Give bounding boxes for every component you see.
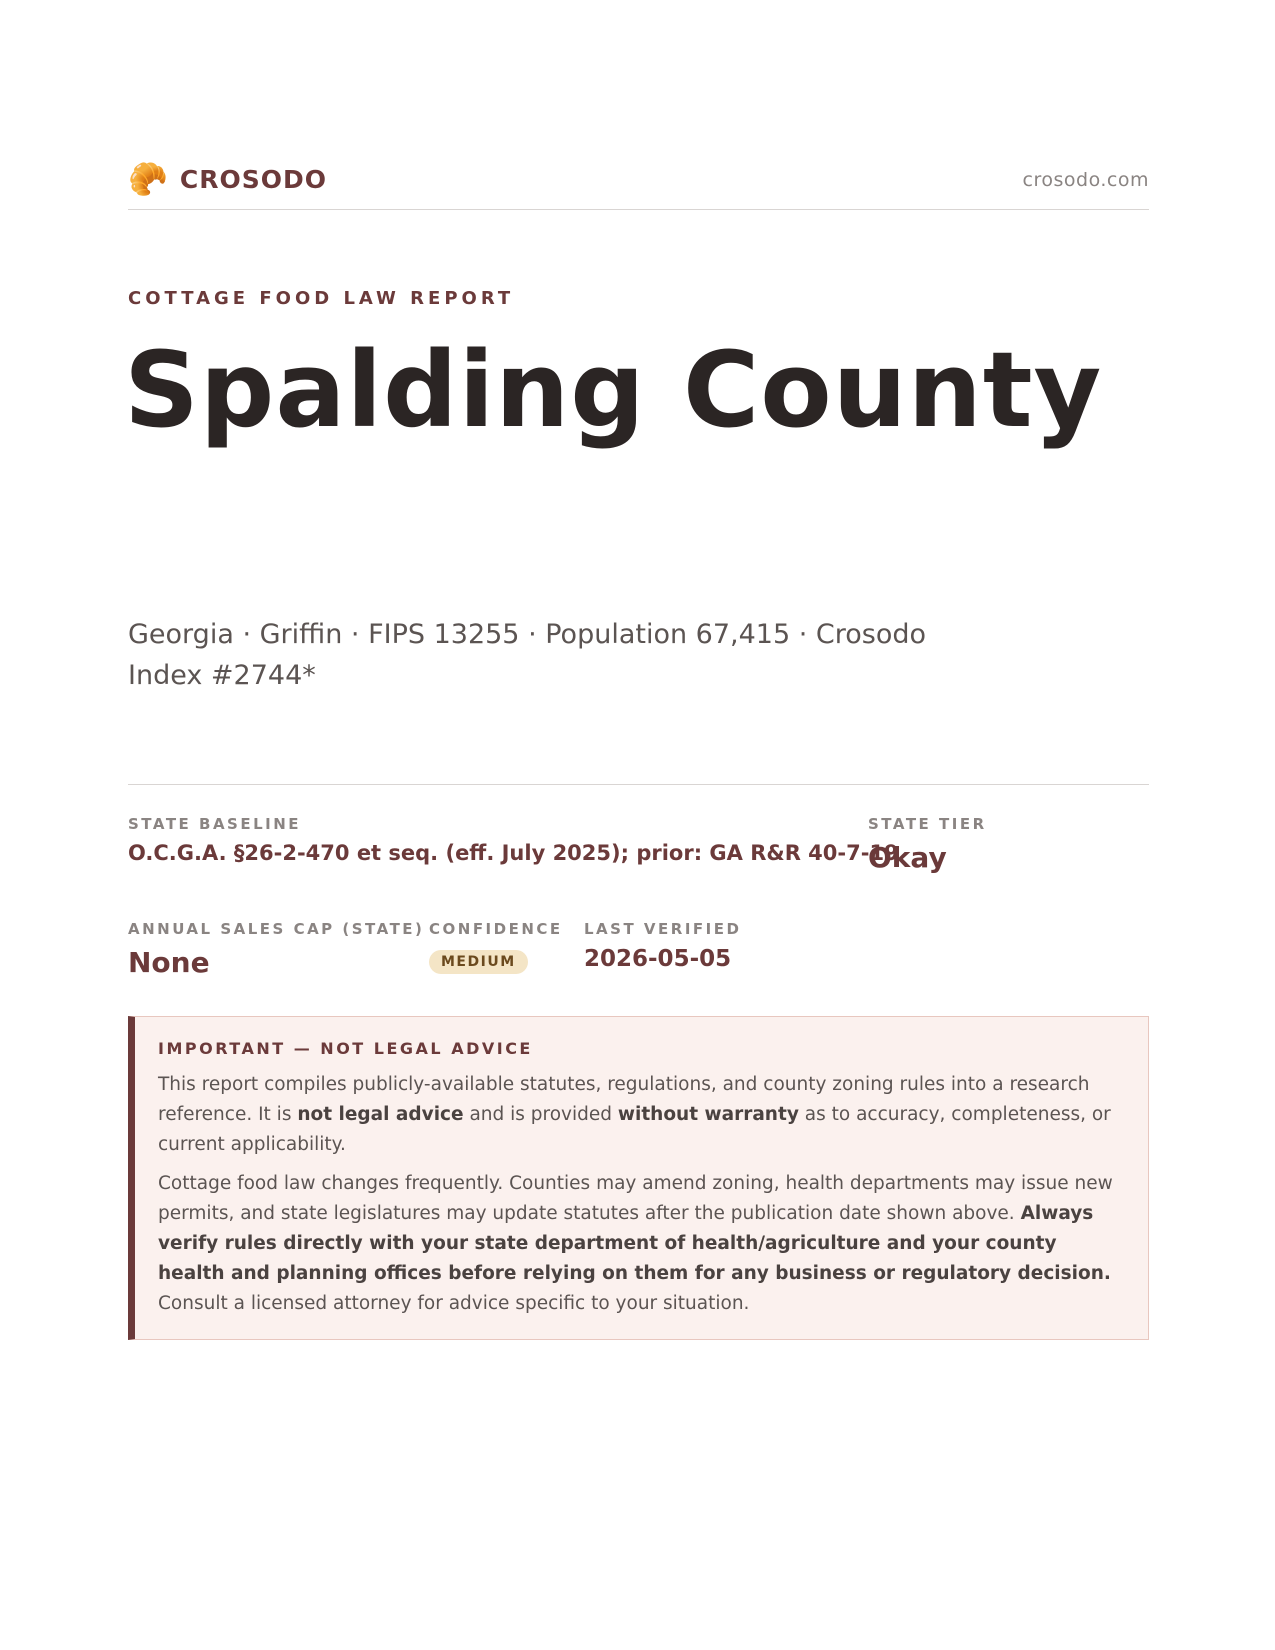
state-baseline-label: STATE BASELINE: [128, 815, 302, 833]
confidence-badge: MEDIUM: [429, 950, 528, 974]
last-verified-label: LAST VERIFIED: [584, 920, 742, 938]
notice-text: Consult a licensed attorney for advice specific to your situation.: [158, 1293, 750, 1314]
notice-text: This report compiles publicly-available statutes, regulations, and county zoning rules into a research reference. It is: [158, 1074, 1090, 1125]
last-verified-value: 2026-05-05: [584, 946, 732, 972]
confidence-label: CONFIDENCE: [429, 920, 563, 938]
croissant-icon: 🥐: [128, 160, 168, 198]
state-tier-label: STATE TIER: [868, 815, 987, 833]
notice-emphasis: without warranty: [617, 1104, 799, 1125]
legal-notice-paragraph-2: [158, 1169, 1124, 1319]
sales-cap-value: None: [128, 946, 210, 979]
notice-emphasis: not legal advice: [297, 1104, 464, 1125]
state-baseline-field: [128, 815, 899, 865]
legal-notice-paragraph-1: [158, 1070, 1124, 1160]
notice-text: as to accuracy, completeness, or current applicability.: [158, 1104, 1111, 1155]
notice-text: and is provided: [463, 1104, 618, 1125]
brand[interactable]: [128, 161, 327, 197]
legal-notice-title: IMPORTANT — NOT LEGAL ADVICE: [158, 1039, 533, 1058]
confidence-field: [429, 920, 563, 974]
sales-cap-field: [128, 920, 424, 979]
legal-notice: [128, 1016, 1149, 1340]
site-link[interactable]: crosodo.com: [1022, 169, 1149, 191]
state-baseline-value: O.C.G.A. §26-2-470 et seq. (eff. July 2025); prior: GA R&R 40-7-19: [128, 841, 899, 865]
state-tier-value: Okay: [868, 841, 947, 874]
county-subtitle: Georgia · Griffin · FIPS 13255 · Population 67,415 · Crosodo Index #2744*: [128, 619, 927, 691]
page-title: Spalding County: [124, 329, 1103, 451]
state-tier-field: [868, 815, 987, 874]
page-header: [128, 155, 1149, 210]
report-eyebrow: COTTAGE FOOD LAW REPORT: [128, 288, 515, 309]
last-verified-field: [584, 920, 741, 972]
notice-emphasis: Always verify rules directly with your state department of health/agriculture and your county health and planning offices before relying on them for any business or regulatory decision.: [158, 1203, 1111, 1284]
sales-cap-label: ANNUAL SALES CAP (STATE): [128, 920, 425, 938]
brand-name: CROSODO: [179, 164, 327, 194]
notice-text: Cottage food law changes frequently. Counties may amend zoning, health departments may issue new permits, and state legislatures may update statutes after the publication date shown above.: [158, 1173, 1113, 1224]
divider: [128, 784, 1149, 785]
